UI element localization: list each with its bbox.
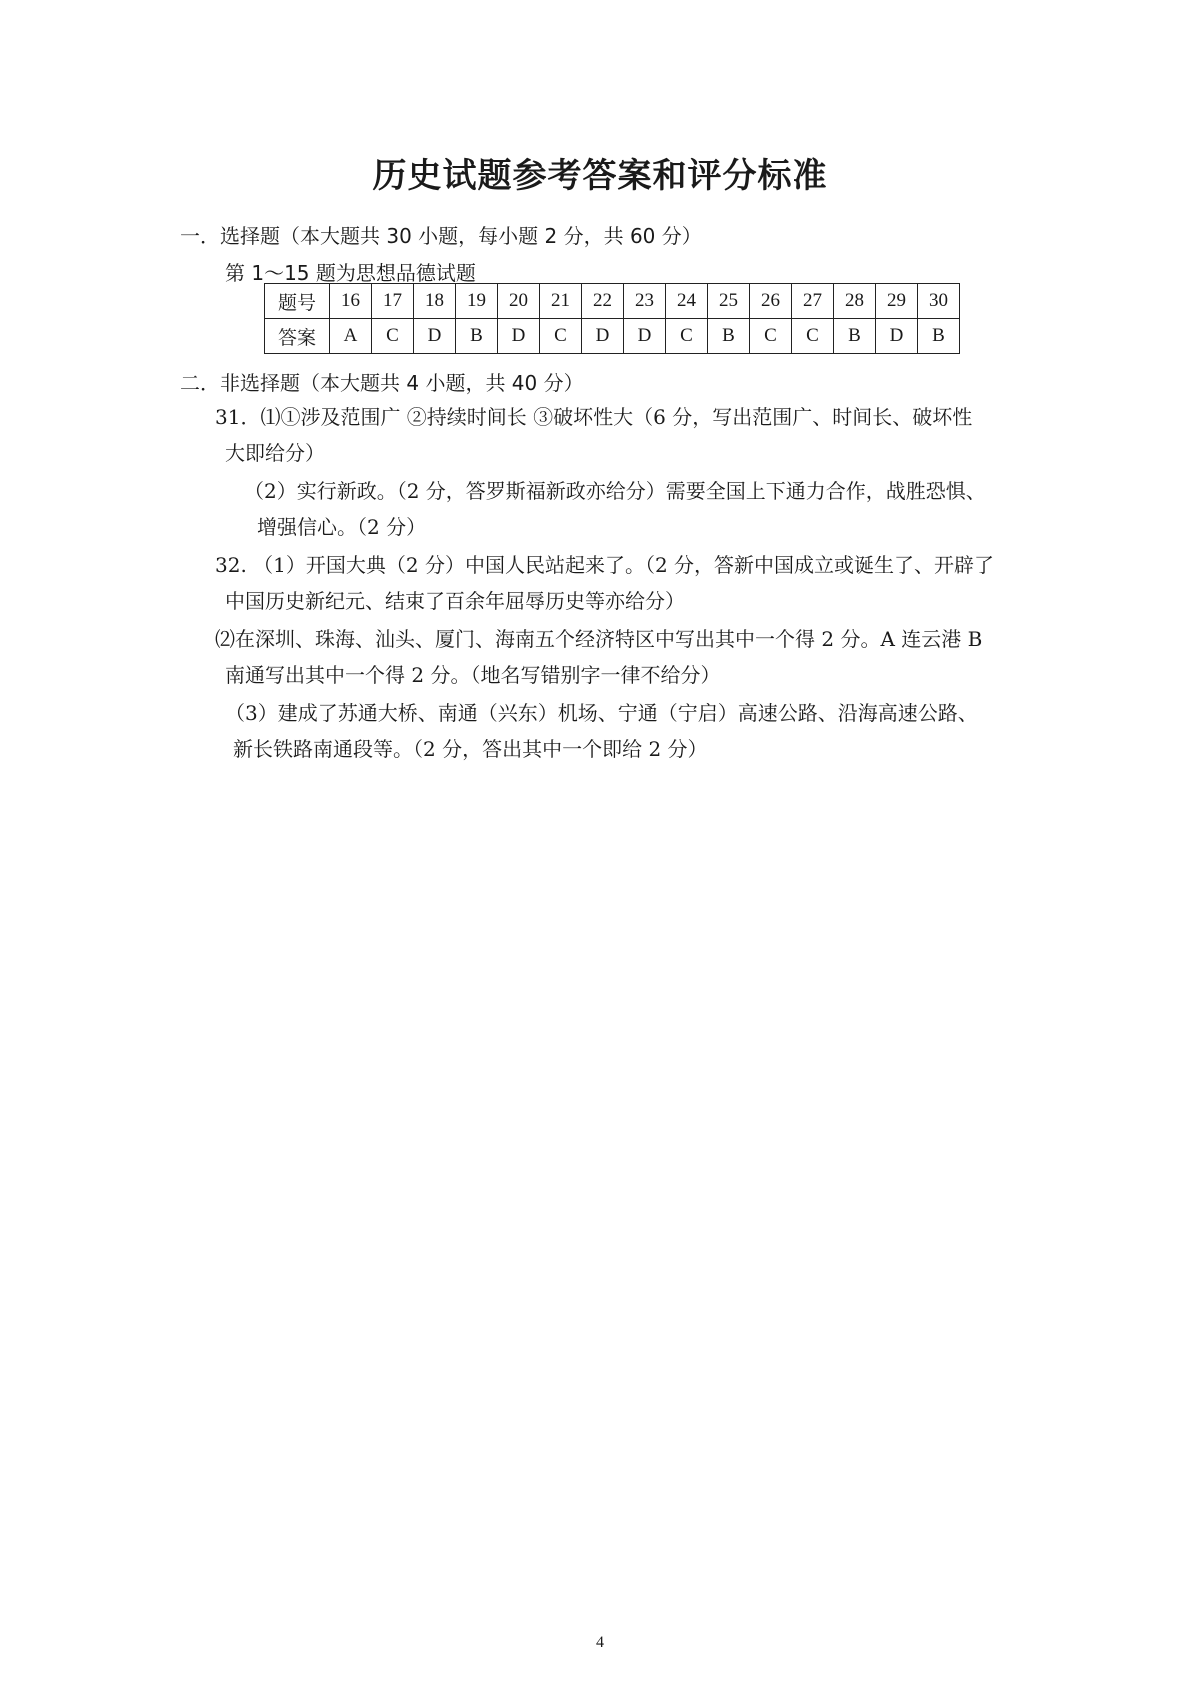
question-row-label: 题号 xyxy=(265,284,330,319)
q32-line-1: 32. （1）开国大典（2 分）中国人民站起来了。（2 分，答新中国成立或诞生了、开辟了 xyxy=(215,553,995,577)
question-number: 21 xyxy=(540,284,582,319)
section2-heading: 二．非选择题（本大题共 4 小题，共 40 分） xyxy=(180,371,584,395)
q31-2-line-2: 增强信心。（2 分） xyxy=(257,515,427,539)
answer-cell: B xyxy=(708,319,750,354)
answer-row xyxy=(265,319,960,354)
question-number: 20 xyxy=(498,284,540,319)
question-number: 17 xyxy=(372,284,414,319)
question-number: 28 xyxy=(834,284,876,319)
answer-cell: D xyxy=(624,319,666,354)
q31-line-2: 大即给分） xyxy=(225,441,325,465)
answer-cell: B xyxy=(918,319,960,354)
q31-line-1: 31．⑴①涉及范围广 ②持续时间长 ③破坏性大（6 分，写出范围广、时间长、破坏性 xyxy=(215,405,973,429)
question-number: 30 xyxy=(918,284,960,319)
q32-3-line-2: 新长铁路南通段等。（2 分，答出其中一个即给 2 分） xyxy=(233,737,708,761)
question-number: 19 xyxy=(456,284,498,319)
answer-cell: D xyxy=(414,319,456,354)
question-number: 24 xyxy=(666,284,708,319)
answer-cell: C xyxy=(666,319,708,354)
page-title: 历史试题参考答案和评分标准 xyxy=(372,156,828,196)
answer-cell: C xyxy=(372,319,414,354)
section1-heading: 一．选择题（本大题共 30 小题，每小题 2 分，共 60 分） xyxy=(180,224,702,248)
question-number-row xyxy=(265,284,960,319)
question-number: 27 xyxy=(792,284,834,319)
q32-2-line-2: 南通写出其中一个得 2 分。（地名写错别字一律不给分） xyxy=(225,663,721,687)
answer-cell: D xyxy=(582,319,624,354)
answer-cell: B xyxy=(456,319,498,354)
question-number: 23 xyxy=(624,284,666,319)
answer-cell: A xyxy=(330,319,372,354)
q32-3-line-1: （3）建成了苏通大桥、南通（兴东）机场、宁通（宁启）高速公路、沿海高速公路、 xyxy=(225,701,978,725)
answer-cell: B xyxy=(834,319,876,354)
question-number: 16 xyxy=(330,284,372,319)
question-number: 26 xyxy=(750,284,792,319)
q32-line-2: 中国历史新纪元、结束了百余年屈辱历史等亦给分） xyxy=(225,589,685,613)
answer-row-label: 答案 xyxy=(265,319,330,354)
question-number: 29 xyxy=(876,284,918,319)
page-number: 4 xyxy=(596,1634,604,1651)
question-number: 22 xyxy=(582,284,624,319)
answer-cell: C xyxy=(540,319,582,354)
answer-table xyxy=(264,283,960,354)
question-number: 25 xyxy=(708,284,750,319)
q31-2-line-1: （2）实行新政。（2 分，答罗斯福新政亦给分）需要全国上下通力合作，战胜恐惧、 xyxy=(244,479,986,503)
answer-cell: C xyxy=(750,319,792,354)
answer-cell: C xyxy=(792,319,834,354)
answer-cell: D xyxy=(498,319,540,354)
section1-note: 第 1～15 题为思想品德试题 xyxy=(225,261,476,285)
q32-2-line-1: ⑵在深圳、珠海、汕头、厦门、海南五个经济特区中写出其中一个得 2 分。A 连云港 B xyxy=(215,627,983,651)
answer-cell: D xyxy=(876,319,918,354)
question-number: 18 xyxy=(414,284,456,319)
